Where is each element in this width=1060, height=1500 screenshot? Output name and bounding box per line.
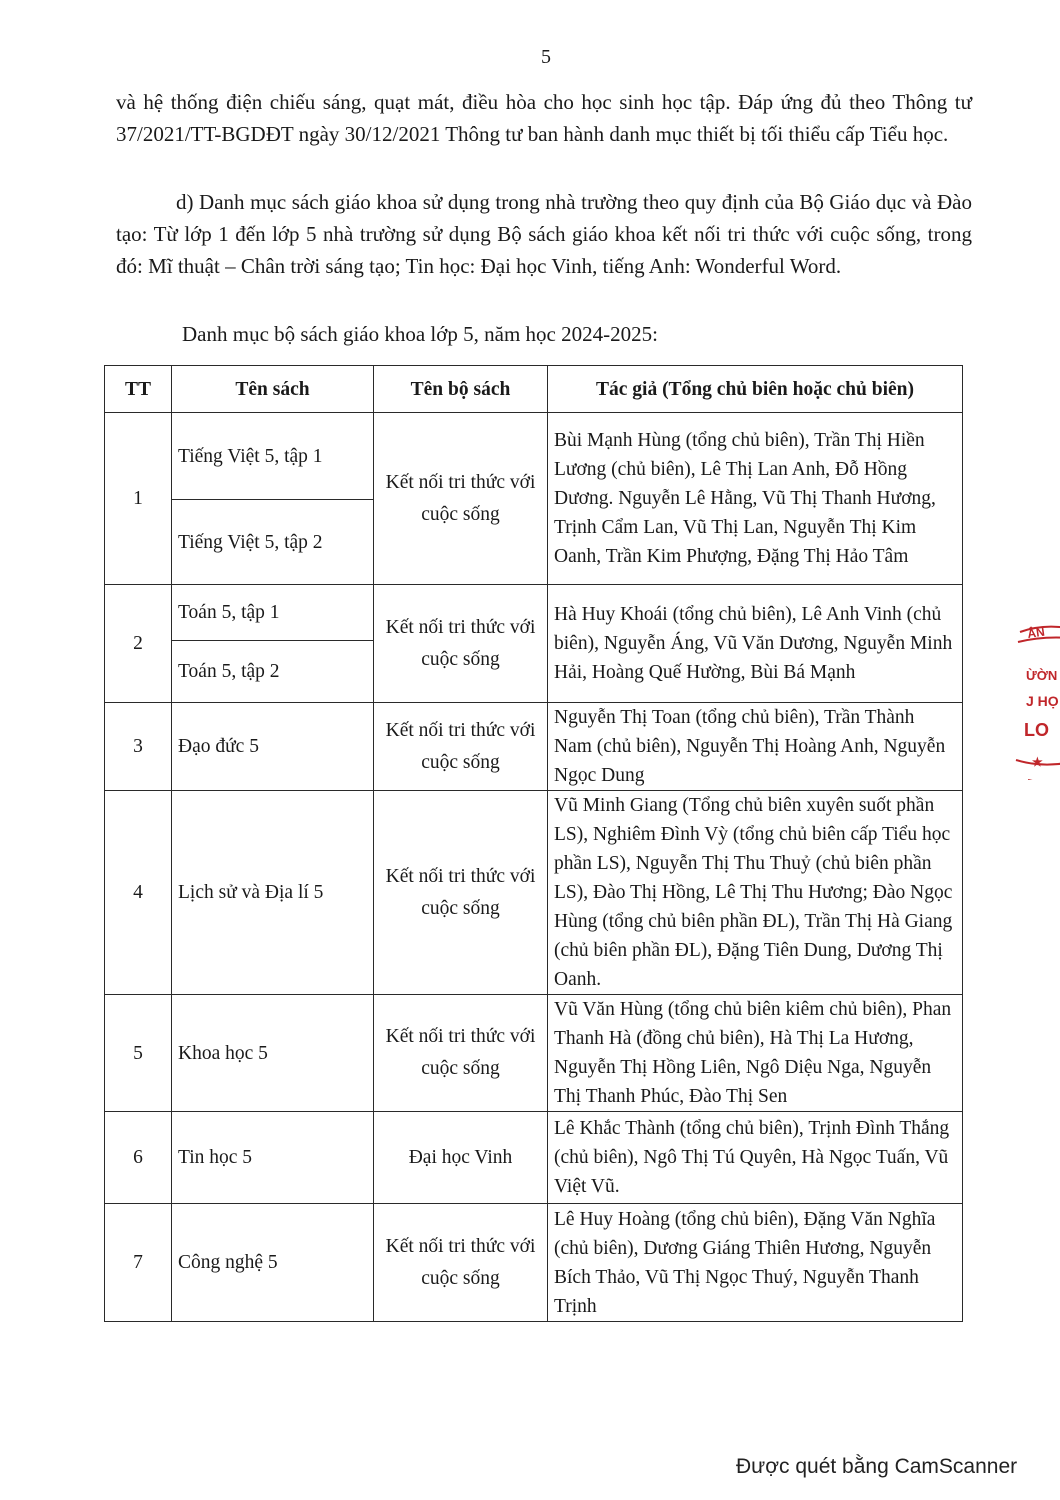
paragraph-2-text: d) Danh mục sách giáo khoa sử dụng trong nhà trường theo quy định của Bộ Giáo dục và Đào tạo: Từ lớp 1 đến lớp 5 nhà trường sử dụng Bộ sách giáo khoa kết nối tri thức với cuộc sống, trong đó: Mĩ thuật – Chân trời sáng tạo; Tin học: Đại học Vinh, tiếng Anh: Wonderful Word.: [116, 190, 972, 278]
table-row: [105, 995, 963, 1112]
book-set: Đại học Vinh: [374, 1112, 548, 1204]
book-name: Toán 5, tập 1: [172, 585, 374, 641]
svg-text:J HỌ: J HỌ: [1026, 693, 1059, 709]
row-number: 1: [105, 413, 172, 585]
table-row: [105, 413, 963, 500]
book-name: Đạo đức 5: [172, 703, 374, 791]
book-name: Tiếng Việt 5, tập 1: [172, 413, 374, 500]
book-name: Khoa học 5: [172, 995, 374, 1112]
book-name: Công nghệ 5: [172, 1204, 374, 1322]
book-authors: Vũ Văn Hùng (tổng chủ biên kiêm chủ biên), Phan Thanh Hà (đồng chủ biên), Hà Thị La Hương, Nguyễn Thị Hồng Liên, Ngô Diệu Nga, Nguyễn Thị Thanh Phúc, Đào Thị Sen: [548, 995, 963, 1112]
row-number: 5: [105, 995, 172, 1112]
row-number: 2: [105, 585, 172, 703]
textbook-table: [104, 365, 963, 1322]
book-set: Kết nối tri thức với cuộc sống: [374, 703, 548, 791]
book-set: Kết nối tri thức với cuộc sống: [374, 995, 548, 1112]
book-authors: Lê Khắc Thành (tổng chủ biên), Trịnh Đình Thắng (chủ biên), Ngô Thị Tú Quyên, Hà Ngọc Tuấn, Vũ Việt Vũ.: [548, 1112, 963, 1204]
stamp-graphic: [1012, 610, 1060, 780]
header-set: Tên bộ sách: [374, 366, 548, 413]
book-authors: Lê Huy Hoàng (tổng chủ biên), Đặng Văn Nghĩa (chủ biên), Dương Giáng Thiên Hương, Nguyễn Bích Thảo, Vũ Thị Ngọc Thuý, Nguyễn Thanh Trịnh: [548, 1204, 963, 1322]
table-header-row: [105, 366, 963, 413]
table-row: [105, 1204, 963, 1322]
book-set: Kết nối tri thức với cuộc sống: [374, 585, 548, 703]
page-number: 5: [541, 46, 551, 68]
book-name: Toán 5, tập 2: [172, 641, 374, 703]
table-row: [105, 1112, 963, 1204]
book-name: Lịch sử và Địa lí 5: [172, 791, 374, 995]
row-number: 7: [105, 1204, 172, 1322]
header-author: Tác giả (Tổng chủ biên hoặc chủ biên): [548, 366, 963, 413]
svg-text:★: ★: [1032, 755, 1043, 769]
row-number: 3: [105, 703, 172, 791]
row-number: 4: [105, 791, 172, 995]
table-row: [105, 703, 963, 791]
paragraph-2: [116, 186, 972, 282]
book-authors: Vũ Minh Giang (Tổng chủ biên xuyên suốt phần LS), Nghiêm Đình Vỳ (tổng chủ biên cấp Tiểu học phần LS), Nguyễn Thị Thu Thuỷ (chủ biên phần LS), Đào Thị Hồng, Lê Thị Thu Hương; Đào Ngọc Hùng (tổng chủ biên phần ĐL), Trần Thị Hà Giang (chủ biên phần ĐL), Đặng Tiên Dung, Dương Thị Oanh.: [548, 791, 963, 995]
table-row: [105, 791, 963, 995]
header-no: TT: [105, 366, 172, 413]
scanner-watermark: Được quét bằng CamScanner: [736, 1455, 1018, 1478]
book-set: Kết nối tri thức với cuộc sống: [374, 413, 548, 585]
table-row: [105, 585, 963, 641]
book-authors: Bùi Mạnh Hùng (tổng chủ biên), Trần Thị Hiền Lương (chủ biên), Lê Thị Lan Anh, Đỗ Hồng Dương. Nguyễn Lê Hằng, Vũ Thị Thanh Hương, Trịnh Cẩm Lan, Vũ Thị Lan, Nguyễn Thị Kim Oanh, Trần Kim Phượng, Đặng Thị Hảo Tâm: [548, 413, 963, 585]
book-authors: Nguyễn Thị Toan (tổng chủ biên), Trần Thành Nam (chủ biên), Nguyễn Thị Hoàng Anh, Nguyễn Ngọc Dung: [548, 703, 963, 791]
svg-text:ÂN: ÂN: [1026, 624, 1046, 641]
paragraph-1: và hệ thống điện chiếu sáng, quạt mát, điều hòa cho học sinh học tập. Đáp ứng đủ theo Thông tư 37/2021/TT-BGDĐT ngày 30/12/2021 Thông tư ban hành danh mục thiết bị tối thiểu cấp Tiểu học.: [116, 90, 972, 146]
table-caption: Danh mục bộ sách giáo khoa lớp 5, năm học 2024-2025:: [182, 322, 658, 346]
book-name: Tin học 5: [172, 1112, 374, 1204]
svg-text:LO: LO: [1024, 720, 1049, 740]
row-number: 6: [105, 1112, 172, 1204]
book-name: Tiếng Việt 5, tập 2: [172, 500, 374, 585]
header-name: Tên sách: [172, 366, 374, 413]
svg-text:ỪỜN: ỪỜN: [1026, 668, 1058, 683]
book-authors: Hà Huy Khoái (tổng chủ biên), Lê Anh Vinh (chủ biên), Nguyễn Áng, Vũ Văn Dương, Nguyễn Minh Hải, Hoàng Quế Hường, Bùi Bá Mạnh: [548, 585, 963, 703]
book-set: Kết nối tri thức với cuộc sống: [374, 791, 548, 995]
book-set: Kết nối tri thức với cuộc sống: [374, 1204, 548, 1322]
official-stamp: [1012, 610, 1060, 780]
